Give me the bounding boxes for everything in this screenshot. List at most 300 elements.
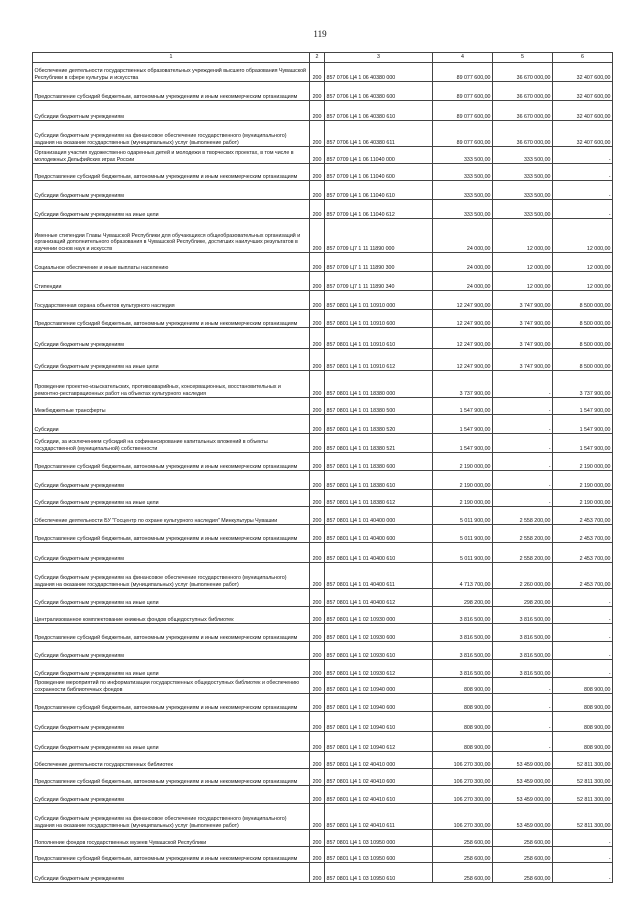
- row-amount-cell: 106 270 300,00: [433, 769, 493, 786]
- row-name-cell: Обеспечение деятельности государственных библиотек: [33, 752, 310, 769]
- row-classification-cell: 857 0801 Ц4 1 01 40400 600: [325, 525, 433, 543]
- column-header: 3: [325, 53, 433, 63]
- row-classification-cell: 857 0709 Ц7 1 11 11890 340: [325, 272, 433, 291]
- row-amount-cell: 2 190 000,00: [433, 471, 493, 490]
- row-name-cell: Стипендии: [33, 272, 310, 291]
- row-amount-cell: 3 747 900,00: [493, 310, 553, 328]
- table-row: [33, 786, 613, 804]
- table-row: [33, 543, 613, 563]
- row-amount-cell: 333 500,00: [493, 164, 553, 181]
- row-amount-cell: 53 459 000,00: [493, 769, 553, 786]
- column-header: 2: [310, 53, 325, 63]
- table-row: [33, 398, 613, 415]
- row-code-cell: 200: [310, 164, 325, 181]
- row-amount-cell: -: [493, 398, 553, 415]
- row-name-cell: Предоставление субсидий бюджетным, автономным учреждениям и иным некоммерческим организациям: [33, 525, 310, 543]
- table-row: [33, 434, 613, 453]
- row-amount-cell: -: [553, 642, 613, 660]
- row-amount-cell: 808 900,00: [553, 732, 613, 752]
- row-code-cell: 200: [310, 642, 325, 660]
- row-code-cell: 200: [310, 694, 325, 712]
- row-amount-cell: 808 900,00: [553, 678, 613, 694]
- row-classification-cell: 857 0801 Ц4 1 01 18380 500: [325, 398, 433, 415]
- row-classification-cell: 857 0709 Ц7 1 11 11890 300: [325, 253, 433, 272]
- row-amount-cell: 89 077 600,00: [433, 121, 493, 147]
- row-name-cell: Предоставление субсидий бюджетным, автономным учреждениям и иным некоммерческим организациям: [33, 310, 310, 328]
- row-amount-cell: 808 900,00: [433, 712, 493, 732]
- row-amount-cell: 2 453 700,00: [553, 525, 613, 543]
- row-name-cell: Субсидии бюджетным учреждениям: [33, 786, 310, 804]
- table-row: [33, 507, 613, 525]
- row-amount-cell: 3 816 500,00: [433, 607, 493, 624]
- row-name-cell: Субсидии бюджетным учреждениям на иные цели: [33, 349, 310, 371]
- row-amount-cell: 258 600,00: [433, 863, 493, 883]
- row-amount-cell: -: [553, 589, 613, 607]
- row-code-cell: 200: [310, 804, 325, 830]
- row-name-cell: Предоставление субсидий бюджетным, автономным учреждениям и иным некоммерческим организациям: [33, 164, 310, 181]
- row-code-cell: 200: [310, 181, 325, 200]
- table-row: [33, 164, 613, 181]
- row-code-cell: 200: [310, 147, 325, 164]
- row-code-cell: 200: [310, 490, 325, 507]
- row-classification-cell: 857 0801 Ц4 1 01 40400 610: [325, 543, 433, 563]
- row-amount-cell: 5 011 900,00: [433, 507, 493, 525]
- row-amount-cell: 32 407 600,00: [553, 121, 613, 147]
- row-amount-cell: 1 547 900,00: [553, 415, 613, 434]
- row-name-cell: Субсидии бюджетным учреждениям на иные цели: [33, 200, 310, 219]
- row-classification-cell: 857 0801 Ц4 1 01 40400 612: [325, 589, 433, 607]
- row-code-cell: 200: [310, 63, 325, 82]
- row-name-cell: Государственная охрана объектов культурного наследия: [33, 291, 310, 310]
- row-code-cell: 200: [310, 398, 325, 415]
- row-amount-cell: -: [553, 624, 613, 642]
- table-row: [33, 660, 613, 678]
- row-name-cell: Предоставление субсидий бюджетным, автономным учреждениям и иным некоммерческим организациям: [33, 769, 310, 786]
- table-row: [33, 310, 613, 328]
- row-classification-cell: 857 0801 Ц4 1 03 10950 600: [325, 847, 433, 863]
- row-name-cell: Проведение проектно-изыскательских, противоаварийных, консервационных, восстановительных и ремонтно-реставрационных работ на объектах культурного наследия: [33, 371, 310, 398]
- row-amount-cell: 12 247 900,00: [433, 328, 493, 349]
- row-name-cell: Субсидии бюджетным учреждениям: [33, 101, 310, 121]
- row-amount-cell: 12 000,00: [553, 219, 613, 253]
- row-amount-cell: 2 190 000,00: [553, 471, 613, 490]
- row-amount-cell: 53 459 000,00: [493, 752, 553, 769]
- row-code-cell: 200: [310, 543, 325, 563]
- row-amount-cell: 3 816 500,00: [493, 642, 553, 660]
- row-amount-cell: 258 600,00: [493, 863, 553, 883]
- row-amount-cell: 3 747 900,00: [493, 349, 553, 371]
- row-amount-cell: 333 500,00: [493, 181, 553, 200]
- row-amount-cell: -: [553, 200, 613, 219]
- table-row: [33, 830, 613, 847]
- row-amount-cell: 333 500,00: [433, 181, 493, 200]
- row-name-cell: Предоставление субсидий бюджетным, автономным учреждениям и иным некоммерческим организациям: [33, 694, 310, 712]
- table-row: [33, 471, 613, 490]
- row-code-cell: 200: [310, 786, 325, 804]
- row-amount-cell: -: [553, 147, 613, 164]
- table-row: [33, 272, 613, 291]
- table-row: [33, 415, 613, 434]
- row-amount-cell: 333 500,00: [493, 147, 553, 164]
- row-name-cell: Субсидии бюджетным учреждениям: [33, 543, 310, 563]
- table-row: [33, 863, 613, 883]
- row-code-cell: 200: [310, 624, 325, 642]
- row-code-cell: 200: [310, 371, 325, 398]
- row-amount-cell: 12 000,00: [493, 272, 553, 291]
- column-header: 1: [33, 53, 310, 63]
- row-amount-cell: 258 600,00: [433, 830, 493, 847]
- column-header: 4: [433, 53, 493, 63]
- row-classification-cell: 857 0801 Ц4 1 02 40410 000: [325, 752, 433, 769]
- row-amount-cell: 52 811 300,00: [553, 804, 613, 830]
- row-code-cell: 200: [310, 415, 325, 434]
- table-row: [33, 847, 613, 863]
- row-amount-cell: -: [493, 694, 553, 712]
- row-amount-cell: 36 670 000,00: [493, 101, 553, 121]
- row-amount-cell: 89 077 600,00: [433, 101, 493, 121]
- row-name-cell: Предоставление субсидий бюджетным, автономным учреждениям и иным некоммерческим организациям: [33, 624, 310, 642]
- row-classification-cell: 857 0801 Ц4 1 02 10940 610: [325, 712, 433, 732]
- row-amount-cell: -: [493, 453, 553, 471]
- row-classification-cell: 857 0801 Ц4 1 01 18380 521: [325, 434, 433, 453]
- row-name-cell: Субсидии: [33, 415, 310, 434]
- table-row: [33, 453, 613, 471]
- row-amount-cell: 52 811 300,00: [553, 786, 613, 804]
- row-code-cell: 200: [310, 434, 325, 453]
- row-name-cell: Субсидии бюджетным учреждениям на иные цели: [33, 660, 310, 678]
- row-classification-cell: 857 0801 Ц4 1 01 10910 600: [325, 310, 433, 328]
- table-row: [33, 121, 613, 147]
- row-amount-cell: 12 247 900,00: [433, 291, 493, 310]
- row-code-cell: 200: [310, 349, 325, 371]
- table-row: [33, 253, 613, 272]
- row-amount-cell: 3 747 900,00: [493, 291, 553, 310]
- row-amount-cell: -: [493, 434, 553, 453]
- row-classification-cell: 857 0706 Ц4 1 06 40380 600: [325, 82, 433, 101]
- row-name-cell: Субсидии бюджетным учреждениям на иные цели: [33, 732, 310, 752]
- row-classification-cell: 857 0801 Ц4 1 01 10910 612: [325, 349, 433, 371]
- row-code-cell: 200: [310, 471, 325, 490]
- row-code-cell: 200: [310, 272, 325, 291]
- table-row: [33, 101, 613, 121]
- row-code-cell: 200: [310, 678, 325, 694]
- row-amount-cell: 106 270 300,00: [433, 786, 493, 804]
- row-code-cell: 200: [310, 847, 325, 863]
- row-amount-cell: -: [553, 863, 613, 883]
- row-code-cell: 200: [310, 563, 325, 589]
- table-row: [33, 769, 613, 786]
- row-classification-cell: 857 0706 Ц4 1 06 40380 611: [325, 121, 433, 147]
- table-row: [33, 624, 613, 642]
- row-amount-cell: 258 600,00: [433, 847, 493, 863]
- row-amount-cell: 53 459 000,00: [493, 804, 553, 830]
- row-amount-cell: 2 453 700,00: [553, 507, 613, 525]
- row-classification-cell: 857 0801 Ц4 1 02 40410 610: [325, 786, 433, 804]
- row-name-cell: Проведение мероприятий по информатизации государственных общедоступных библиотек и обеспечению сохранности библиотечных фондов: [33, 678, 310, 694]
- row-code-cell: 200: [310, 607, 325, 624]
- row-amount-cell: 2 260 000,00: [493, 563, 553, 589]
- row-amount-cell: 89 077 600,00: [433, 63, 493, 82]
- row-classification-cell: 857 0801 Ц4 1 01 18380 520: [325, 415, 433, 434]
- row-amount-cell: 2 190 000,00: [433, 490, 493, 507]
- row-code-cell: 200: [310, 121, 325, 147]
- row-amount-cell: 8 500 000,00: [553, 310, 613, 328]
- row-amount-cell: 52 811 300,00: [553, 769, 613, 786]
- row-name-cell: Субсидии бюджетным учреждениям: [33, 642, 310, 660]
- row-amount-cell: 808 900,00: [433, 732, 493, 752]
- row-classification-cell: 857 0706 Ц4 1 06 40380 610: [325, 101, 433, 121]
- row-amount-cell: 3 747 900,00: [493, 328, 553, 349]
- row-name-cell: Организация участия художественно одаренных детей и молодежи в творческих проектах, в том числе в молодежных Дельфийских играх России: [33, 147, 310, 164]
- row-amount-cell: -: [493, 678, 553, 694]
- column-header: 6: [553, 53, 613, 63]
- row-amount-cell: 1 547 900,00: [433, 415, 493, 434]
- row-amount-cell: 808 900,00: [553, 694, 613, 712]
- row-name-cell: Именные стипендии Главы Чувашской Республики для обучающихся общеобразовательных организаций и организаций дополнительного образования в Чувашской Республике, достигших наилучших результатов в изучении основ наук и искусств: [33, 219, 310, 253]
- row-amount-cell: -: [493, 732, 553, 752]
- row-classification-cell: 857 0801 Ц4 1 01 18380 600: [325, 453, 433, 471]
- row-amount-cell: -: [493, 415, 553, 434]
- row-amount-cell: 3 737 900,00: [433, 371, 493, 398]
- table-row: [33, 219, 613, 253]
- table-row: [33, 349, 613, 371]
- row-classification-cell: 857 0801 Ц4 1 01 10910 000: [325, 291, 433, 310]
- row-classification-cell: 857 0709 Ц4 1 06 11040 612: [325, 200, 433, 219]
- row-classification-cell: 857 0709 Ц7 1 11 11890 000: [325, 219, 433, 253]
- table-row: [33, 563, 613, 589]
- row-amount-cell: 2 558 200,00: [493, 507, 553, 525]
- row-amount-cell: 36 670 000,00: [493, 82, 553, 101]
- row-amount-cell: 333 500,00: [433, 200, 493, 219]
- table-row: [33, 752, 613, 769]
- row-amount-cell: 24 000,00: [433, 272, 493, 291]
- row-amount-cell: 2 558 200,00: [493, 525, 553, 543]
- row-classification-cell: 857 0801 Ц4 1 01 18380 000: [325, 371, 433, 398]
- table-row: [33, 82, 613, 101]
- row-amount-cell: 8 500 000,00: [553, 349, 613, 371]
- row-code-cell: 200: [310, 253, 325, 272]
- table-row: [33, 712, 613, 732]
- row-code-cell: 200: [310, 712, 325, 732]
- row-name-cell: Межбюджетные трансферты: [33, 398, 310, 415]
- row-classification-cell: 857 0801 Ц4 1 02 10930 000: [325, 607, 433, 624]
- row-classification-cell: 857 0801 Ц4 1 01 18380 610: [325, 471, 433, 490]
- row-amount-cell: 2 453 700,00: [553, 563, 613, 589]
- row-amount-cell: 3 816 500,00: [433, 660, 493, 678]
- row-amount-cell: 3 816 500,00: [493, 607, 553, 624]
- row-amount-cell: 3 816 500,00: [493, 660, 553, 678]
- row-code-cell: 200: [310, 453, 325, 471]
- row-classification-cell: 857 0801 Ц4 1 01 40400 611: [325, 563, 433, 589]
- row-amount-cell: 333 500,00: [433, 147, 493, 164]
- row-classification-cell: 857 0709 Ц4 1 06 11040 600: [325, 164, 433, 181]
- row-name-cell: Централизованное комплектование книжных фондов общедоступных библиотек: [33, 607, 310, 624]
- row-code-cell: 200: [310, 291, 325, 310]
- row-amount-cell: 3 816 500,00: [433, 624, 493, 642]
- row-classification-cell: 857 0801 Ц4 1 02 10940 600: [325, 694, 433, 712]
- row-name-cell: Обеспечение деятельности БУ "Госцентр по охране культурного наследия" Минкультуры Чувашии: [33, 507, 310, 525]
- row-classification-cell: 857 0709 Ц4 1 06 11040 610: [325, 181, 433, 200]
- row-name-cell: Субсидии бюджетным учреждениям: [33, 328, 310, 349]
- row-amount-cell: 2 190 000,00: [553, 490, 613, 507]
- row-name-cell: Субсидии бюджетным учреждениям: [33, 471, 310, 490]
- table-row: [33, 642, 613, 660]
- row-amount-cell: 3 737 900,00: [553, 371, 613, 398]
- row-amount-cell: 1 547 900,00: [433, 434, 493, 453]
- row-code-cell: 200: [310, 200, 325, 219]
- row-amount-cell: 3 816 500,00: [493, 624, 553, 642]
- table-row: [33, 589, 613, 607]
- row-name-cell: Субсидии бюджетным учреждениям на иные цели: [33, 589, 310, 607]
- table-row: [33, 607, 613, 624]
- table-row: [33, 181, 613, 200]
- row-amount-cell: 298 200,00: [433, 589, 493, 607]
- row-code-cell: 200: [310, 769, 325, 786]
- row-name-cell: Обеспечение деятельности государственных образовательных учреждений высшего образования Чувашской Республики в сфере культуры и искусства: [33, 63, 310, 82]
- row-amount-cell: -: [493, 490, 553, 507]
- row-name-cell: Субсидии, за исключением субсидий на софинансирование капитальных вложений в объекты государственной (муниципальной) собственности: [33, 434, 310, 453]
- row-amount-cell: 1 547 900,00: [433, 398, 493, 415]
- row-amount-cell: 298 200,00: [493, 589, 553, 607]
- table-row: [33, 732, 613, 752]
- row-code-cell: 200: [310, 82, 325, 101]
- row-amount-cell: 5 011 900,00: [433, 525, 493, 543]
- row-amount-cell: 32 407 600,00: [553, 63, 613, 82]
- row-amount-cell: 808 900,00: [433, 694, 493, 712]
- row-amount-cell: 12 000,00: [493, 253, 553, 272]
- row-name-cell: Пополнение фондов государственных музеев Чувашской Республики: [33, 830, 310, 847]
- row-amount-cell: 2 190 000,00: [433, 453, 493, 471]
- row-amount-cell: -: [553, 830, 613, 847]
- table-row: [33, 63, 613, 82]
- row-amount-cell: 52 811 300,00: [553, 752, 613, 769]
- row-amount-cell: 333 500,00: [493, 200, 553, 219]
- row-classification-cell: 857 0801 Ц4 1 01 18380 612: [325, 490, 433, 507]
- row-code-cell: 200: [310, 732, 325, 752]
- row-amount-cell: 4 713 700,00: [433, 563, 493, 589]
- row-code-cell: 200: [310, 101, 325, 121]
- row-classification-cell: 857 0801 Ц4 1 03 10950 000: [325, 830, 433, 847]
- row-amount-cell: 24 000,00: [433, 253, 493, 272]
- row-amount-cell: 12 247 900,00: [433, 310, 493, 328]
- row-amount-cell: 2 558 200,00: [493, 543, 553, 563]
- row-code-cell: 200: [310, 752, 325, 769]
- row-amount-cell: 5 011 900,00: [433, 543, 493, 563]
- row-amount-cell: 32 407 600,00: [553, 101, 613, 121]
- row-amount-cell: 106 270 300,00: [433, 804, 493, 830]
- row-amount-cell: -: [553, 607, 613, 624]
- row-amount-cell: -: [553, 660, 613, 678]
- row-classification-cell: 857 0706 Ц4 1 06 40380 000: [325, 63, 433, 82]
- row-amount-cell: 1 547 900,00: [553, 434, 613, 453]
- row-amount-cell: 808 900,00: [553, 712, 613, 732]
- row-amount-cell: -: [553, 164, 613, 181]
- row-code-cell: 200: [310, 660, 325, 678]
- row-name-cell: Предоставление субсидий бюджетным, автономным учреждениям и иным некоммерческим организациям: [33, 453, 310, 471]
- row-name-cell: Субсидии бюджетным учреждениям на иные цели: [33, 490, 310, 507]
- row-classification-cell: 857 0801 Ц4 1 02 10940 612: [325, 732, 433, 752]
- row-name-cell: Субсидии бюджетным учреждениям: [33, 181, 310, 200]
- row-code-cell: 200: [310, 863, 325, 883]
- row-code-cell: 200: [310, 830, 325, 847]
- row-name-cell: Субсидии бюджетным учреждениям на финансовое обеспечение государственного (муниципального) задания на оказание государственных (муниципальных) услуг (выполнение работ): [33, 804, 310, 830]
- row-amount-cell: 333 500,00: [433, 164, 493, 181]
- row-classification-cell: 857 0801 Ц4 1 01 40400 000: [325, 507, 433, 525]
- row-amount-cell: 808 900,00: [433, 678, 493, 694]
- table-body: [33, 63, 613, 883]
- table-row: [33, 678, 613, 694]
- row-name-cell: Субсидии бюджетным учреждениям на финансовое обеспечение государственного (муниципального) задания на оказание государственных (муниципальных) услуг (выполнение работ): [33, 563, 310, 589]
- budget-table: [32, 52, 613, 883]
- row-name-cell: Субсидии бюджетным учреждениям: [33, 712, 310, 732]
- row-amount-cell: 3 816 500,00: [433, 642, 493, 660]
- row-amount-cell: 32 407 600,00: [553, 82, 613, 101]
- row-amount-cell: 53 459 000,00: [493, 786, 553, 804]
- row-classification-cell: 857 0801 Ц4 1 02 10930 612: [325, 660, 433, 678]
- row-amount-cell: 24 000,00: [433, 219, 493, 253]
- row-amount-cell: -: [493, 712, 553, 732]
- row-amount-cell: -: [553, 847, 613, 863]
- row-code-cell: 200: [310, 328, 325, 349]
- row-amount-cell: 36 670 000,00: [493, 63, 553, 82]
- row-code-cell: 200: [310, 507, 325, 525]
- row-amount-cell: 89 077 600,00: [433, 82, 493, 101]
- row-amount-cell: 8 500 000,00: [553, 291, 613, 310]
- row-amount-cell: -: [493, 471, 553, 490]
- row-classification-cell: 857 0801 Ц4 1 02 10930 600: [325, 624, 433, 642]
- row-classification-cell: 857 0801 Ц4 1 01 10910 610: [325, 328, 433, 349]
- row-name-cell: Субсидии бюджетным учреждениям: [33, 863, 310, 883]
- row-code-cell: 200: [310, 589, 325, 607]
- row-name-cell: Предоставление субсидий бюджетным, автономным учреждениям и иным некоммерческим организациям: [33, 847, 310, 863]
- table-row: [33, 147, 613, 164]
- row-amount-cell: 12 000,00: [553, 272, 613, 291]
- row-amount-cell: 106 270 300,00: [433, 752, 493, 769]
- row-name-cell: Субсидии бюджетным учреждениям на финансовое обеспечение государственного (муниципального) задания на оказание государственных (муниципальных) услуг (выполнение работ): [33, 121, 310, 147]
- row-code-cell: 200: [310, 525, 325, 543]
- row-classification-cell: 857 0801 Ц4 1 02 40410 600: [325, 769, 433, 786]
- table-row: [33, 371, 613, 398]
- table-row: [33, 525, 613, 543]
- row-code-cell: 200: [310, 310, 325, 328]
- page-number: 119: [313, 29, 327, 39]
- table-header-row: [33, 53, 613, 63]
- table-row: [33, 291, 613, 310]
- row-classification-cell: 857 0709 Ц4 1 06 11040 000: [325, 147, 433, 164]
- row-amount-cell: 1 547 900,00: [553, 398, 613, 415]
- row-classification-cell: 857 0801 Ц4 1 02 10930 610: [325, 642, 433, 660]
- row-amount-cell: 8 500 000,00: [553, 328, 613, 349]
- row-amount-cell: 12 247 900,00: [433, 349, 493, 371]
- row-name-cell: Предоставление субсидий бюджетным, автономным учреждениям и иным некоммерческим организациям: [33, 82, 310, 101]
- row-classification-cell: 857 0801 Ц4 1 02 10940 000: [325, 678, 433, 694]
- table-row: [33, 694, 613, 712]
- row-amount-cell: -: [553, 181, 613, 200]
- row-classification-cell: 857 0801 Ц4 1 02 40410 611: [325, 804, 433, 830]
- row-name-cell: Социальное обеспечение и иные выплаты населению: [33, 253, 310, 272]
- table-row: [33, 328, 613, 349]
- row-amount-cell: 2 453 700,00: [553, 543, 613, 563]
- row-classification-cell: 857 0801 Ц4 1 03 10950 610: [325, 863, 433, 883]
- table-row: [33, 490, 613, 507]
- row-amount-cell: -: [493, 371, 553, 398]
- row-amount-cell: 36 670 000,00: [493, 121, 553, 147]
- row-amount-cell: 258 600,00: [493, 847, 553, 863]
- column-header: 5: [493, 53, 553, 63]
- row-amount-cell: 12 000,00: [493, 219, 553, 253]
- row-code-cell: 200: [310, 219, 325, 253]
- row-amount-cell: 12 000,00: [553, 253, 613, 272]
